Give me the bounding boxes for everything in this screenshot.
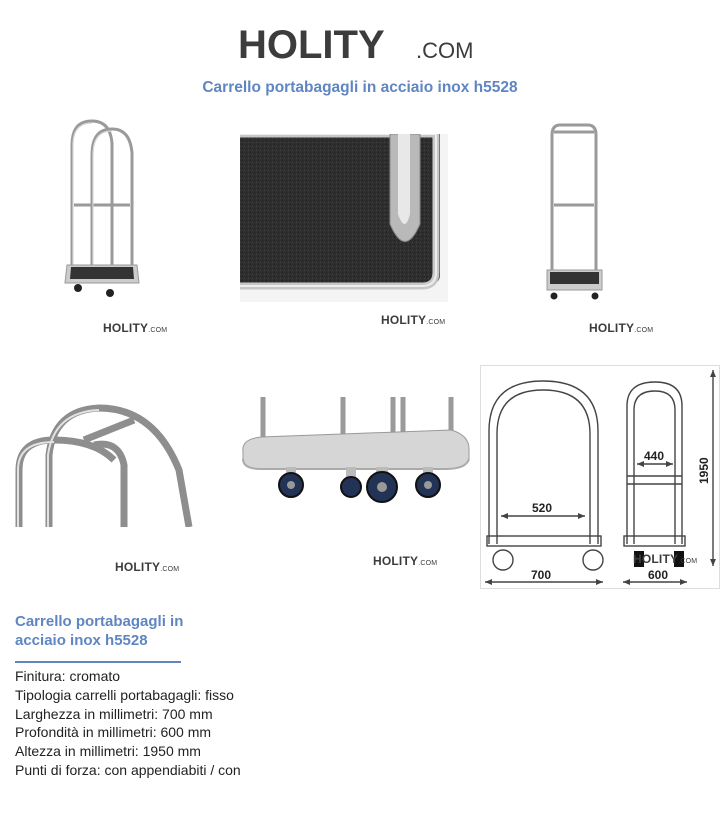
spec-height: Altezza in millimetri: 1950 mm — [15, 743, 201, 760]
spec-finish: Finitura: cromato — [15, 668, 121, 684]
watermark-photo-5: HOLITY.COM — [373, 554, 438, 568]
dim-1950-label: 1950 — [697, 457, 711, 484]
dim-520-label: 520 — [532, 501, 553, 515]
product-photo-side[interactable] — [540, 120, 610, 305]
dim-700-label: 700 — [531, 568, 552, 582]
product-photo-front[interactable] — [40, 115, 190, 305]
logo-suffix: .COM — [416, 38, 474, 63]
logo-text: HOLITY — [238, 23, 385, 67]
technical-drawing[interactable] — [480, 365, 720, 589]
product-title-line-2: acciaio inox h5528 — [15, 632, 148, 649]
watermark-photo-4: HOLITY.COM — [115, 560, 180, 574]
holity-logo[interactable] — [238, 18, 488, 68]
watermark-photo-2: HOLITY.COM — [381, 313, 446, 327]
page-subtitle: Carrello portabagagli in acciaio inox h5528 — [202, 79, 518, 96]
title-underline — [15, 661, 181, 663]
product-title-line-1: Carrello portabagagli in — [15, 613, 184, 630]
dim-440-label: 440 — [644, 449, 665, 463]
spec-type: Tipologia carrelli portabagagli: fisso — [15, 686, 234, 703]
watermark-drawing: HOLITY.COM — [633, 552, 698, 566]
product-photo-rails-detail[interactable] — [14, 400, 196, 527]
product-title — [15, 612, 275, 650]
product-photo-wheels[interactable] — [241, 397, 471, 505]
spec-list — [15, 667, 241, 780]
product-photo-carpet-detail[interactable] — [240, 134, 448, 302]
watermark-photo-1: HOLITY.COM — [103, 321, 168, 335]
dim-600-label: 600 — [648, 568, 669, 582]
spec-width: Larghezza in millimetri: 700 mm — [15, 705, 213, 722]
spec-depth: Profondità in millimetri: 600 mm — [15, 724, 212, 741]
watermark-photo-3: HOLITY.COM — [589, 321, 654, 335]
spec-strengths: Punti di forza: con appendiabiti / con — [15, 761, 241, 778]
